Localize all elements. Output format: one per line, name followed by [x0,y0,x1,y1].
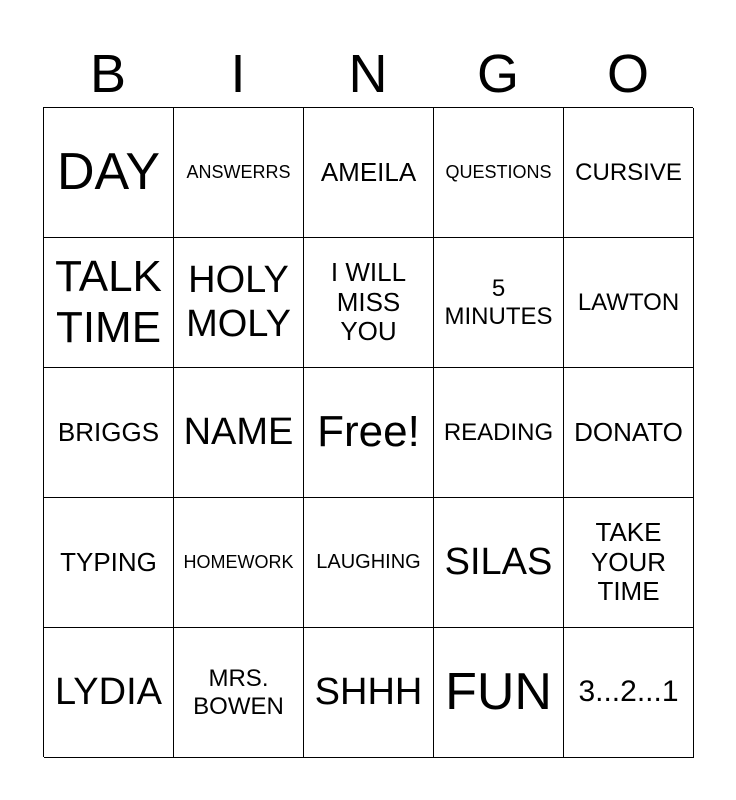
cell-text: LAWTON [577,288,680,316]
bingo-cell[interactable] [434,498,564,628]
bingo-cell[interactable] [44,238,174,368]
cell-text: LAUGHING [316,551,421,573]
bingo-cell[interactable] [434,368,564,498]
cell-text: SILAS [444,540,553,583]
cell-text: DAY [56,142,161,201]
cell-text: SHHH [314,670,423,713]
bingo-cell[interactable] [44,498,174,628]
cell-text: LYDIA [54,670,162,713]
bingo-cell[interactable] [564,368,694,498]
header-letter-n: N [348,44,388,104]
bingo-cell[interactable] [174,628,304,758]
header-letter-g: G [476,44,519,104]
bingo-cell[interactable] [174,238,304,368]
cell-text: I WILL MISS YOU [330,256,407,347]
bingo-cell[interactable] [304,108,434,238]
bingo-cell[interactable] [564,238,694,368]
bingo-cell[interactable] [434,628,564,758]
bingo-cell[interactable] [564,628,694,758]
free-space: Free! [317,407,420,457]
bingo-cell[interactable] [304,628,434,758]
cell-text: TALK TIME [55,251,162,352]
bingo-board [43,107,693,757]
cell-text: 5 MINUTES [444,274,553,330]
cell-text: MRS. BOWEN [193,664,284,720]
cell-text: READING [443,418,554,446]
bingo-cell[interactable] [304,368,434,498]
bingo-cell[interactable] [434,238,564,368]
cell-text: HOMEWORK [183,552,294,573]
cell-text: CURSIVE [575,158,682,186]
bingo-cell[interactable] [564,498,694,628]
cell-text: NAME [183,410,294,453]
cell-text: AMEILA [320,156,417,187]
cell-text: HOLY MOLY [186,258,291,345]
cell-text: QUESTIONS [445,162,552,183]
bingo-cell[interactable] [564,108,694,238]
header-letter-i: I [230,44,246,104]
cell-text: FUN [445,662,552,721]
bingo-cell[interactable] [44,628,174,758]
bingo-cell[interactable] [174,498,304,628]
cell-text: BRIGGS [57,416,160,447]
bingo-cell[interactable] [174,108,304,238]
bingo-cell[interactable] [44,108,174,238]
cell-text: TYPING [60,546,157,577]
cell-text: ANSWERRS [186,162,291,183]
cell-text: 3...2...1 [578,675,679,709]
header-letter-b: B [89,44,127,104]
bingo-cell[interactable] [304,238,434,368]
cell-text: TAKE YOUR TIME [590,516,667,607]
header-letter-o: O [606,44,649,104]
bingo-cell[interactable] [44,368,174,498]
bingo-cell[interactable] [174,368,304,498]
bingo-cell[interactable] [434,108,564,238]
bingo-cell[interactable] [304,498,434,628]
cell-text: DONATO [574,416,683,447]
bingo-header [43,40,693,108]
